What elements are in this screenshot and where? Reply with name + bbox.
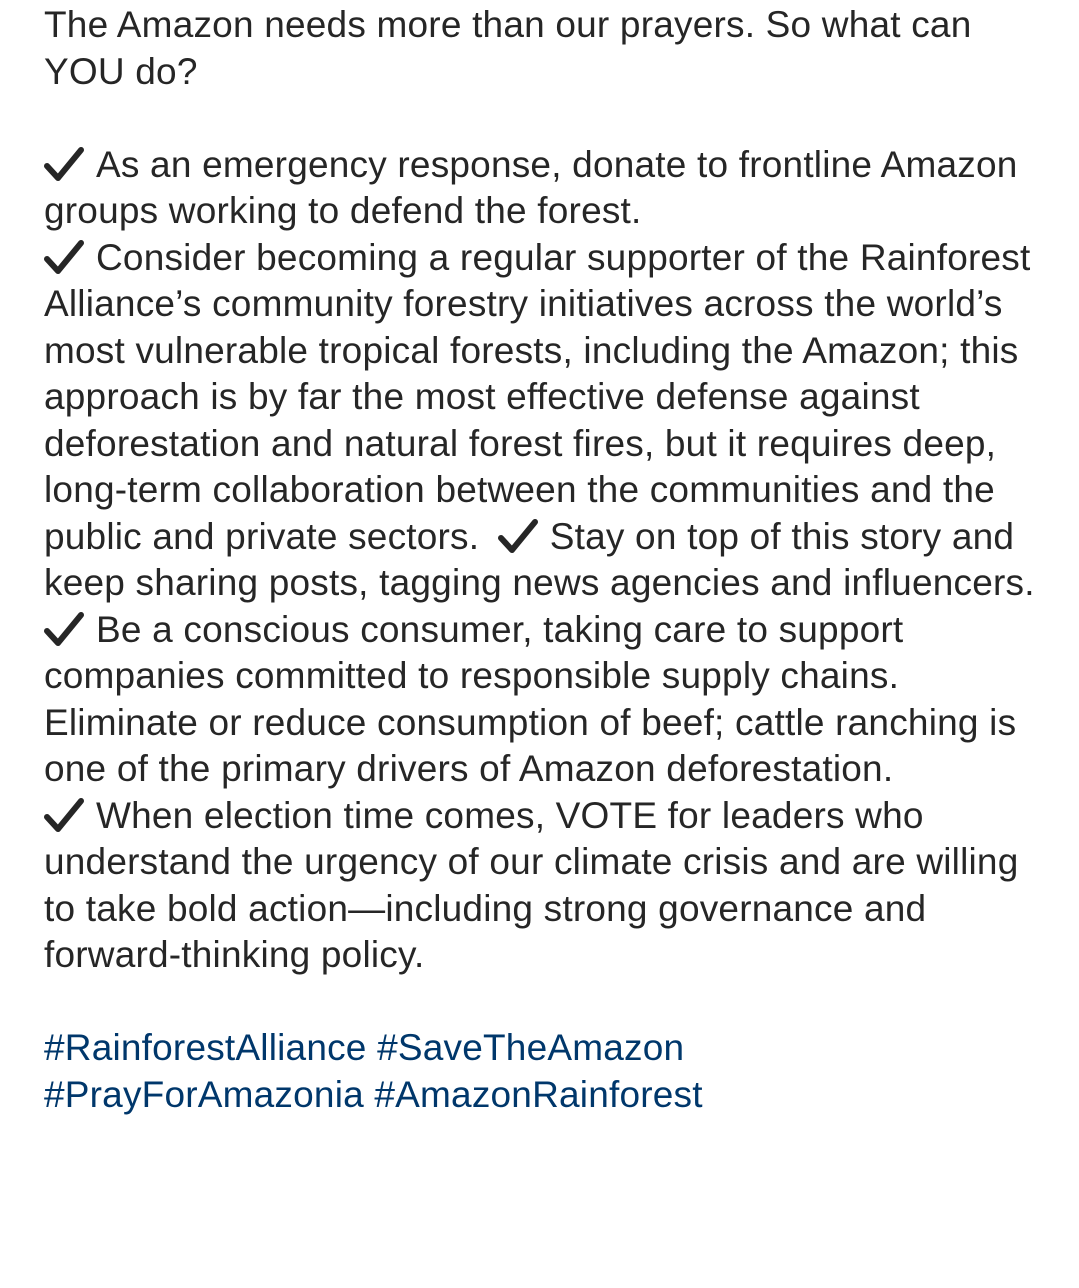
check-mark-icon xyxy=(44,147,84,181)
list-item-text: Stay on top of this story and keep sharing posts, tagging news agencies and influencers. xyxy=(44,515,1035,603)
check-mark-icon xyxy=(44,798,84,832)
list-item-text: Be a conscious consumer, taking care to support companies committed to responsible supply chains. Eliminate or reduce consumption of beef; cattle ranching is one of the primary drivers of Amazon deforestation. xyxy=(44,608,1017,789)
list-item-text: Consider becoming a regular supporter of the Rainforest Alliance’s community forestry initiatives across the world’s most vulnerable tropical forests, including the Amazon; this approach is by far the most effective defense against deforestation and natural forest fires, but it requires deep, long-term collaboration between the communities and the public and private sectors. xyxy=(44,236,1031,557)
check-mark-icon xyxy=(44,612,84,646)
list-item xyxy=(44,793,1054,979)
hashtag-link[interactable]: #PrayForAmazonia xyxy=(44,1073,364,1115)
hashtag-link[interactable]: #RainforestAlliance xyxy=(44,1027,367,1068)
spacer xyxy=(44,979,1054,1026)
check-mark-icon xyxy=(44,240,84,274)
list-item xyxy=(44,607,1054,793)
intro-text: The Amazon needs more than our prayers. So what can YOU do? xyxy=(44,4,972,92)
list-item-text: As an emergency response, donate to frontline Amazon groups working to defend the forest. xyxy=(44,143,1018,231)
list-item xyxy=(44,235,1054,607)
hashtag-link[interactable]: #SaveTheAmazon xyxy=(377,1027,685,1068)
spacer xyxy=(44,95,1054,142)
list-item-text: When election time comes, VOTE for leaders who understand the urgency of our climate crisis and are willing to take bold action—including strong governance and forward-thinking policy. xyxy=(44,794,1019,975)
hashtag-list xyxy=(44,1025,1054,1118)
check-mark-icon xyxy=(498,519,538,553)
list-item xyxy=(44,142,1054,235)
hashtag-link[interactable]: #AmazonRainforest xyxy=(374,1073,703,1115)
post-caption xyxy=(44,2,1054,1118)
